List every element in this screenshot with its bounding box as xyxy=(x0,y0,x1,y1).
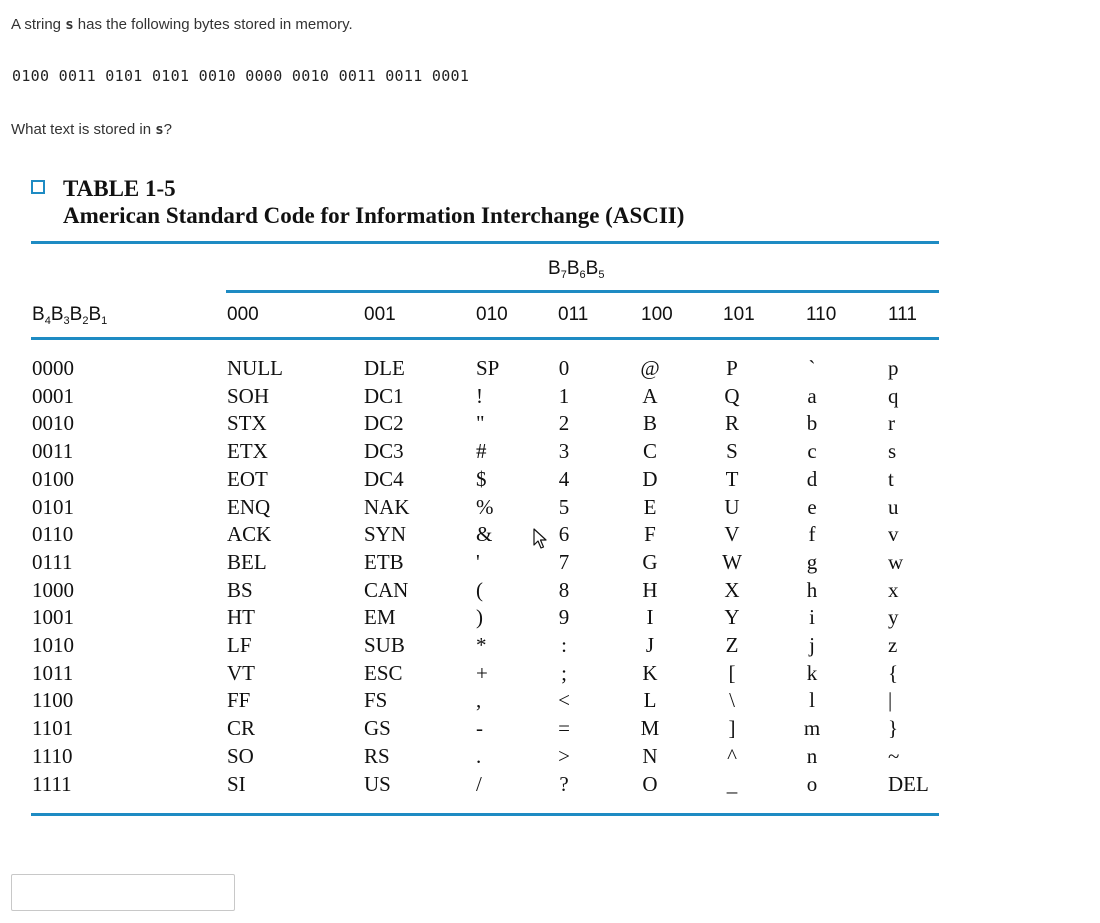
table-cell: A xyxy=(642,383,658,408)
table-cell: 4 xyxy=(558,466,570,491)
table-cell: 6 xyxy=(558,522,570,547)
table-cell: SUB xyxy=(364,633,405,657)
table-cell: I xyxy=(646,605,654,630)
table-cell: l xyxy=(809,688,815,713)
table-cell: SI xyxy=(227,771,246,796)
row-code: 0011 xyxy=(32,439,74,464)
table-cell: DC1 xyxy=(364,383,404,408)
table-cell: U xyxy=(724,494,740,519)
row-code: 1000 xyxy=(32,577,74,602)
table-cell: RS xyxy=(364,743,390,768)
table-cell: DC4 xyxy=(364,466,404,491)
table-cell: ` xyxy=(808,356,816,380)
table-cell: E xyxy=(643,494,657,519)
table-cell: # xyxy=(476,439,487,464)
column-header: 100 xyxy=(641,304,673,325)
table-cell: x xyxy=(888,577,899,602)
table-cell: ESC xyxy=(364,660,403,685)
question-prompt: What text is stored in s? xyxy=(11,121,173,138)
table-cell: ) xyxy=(476,605,483,630)
row-code: 1100 xyxy=(32,688,74,713)
mouse-pointer-icon xyxy=(533,528,547,550)
column-header: 001 xyxy=(364,304,396,325)
table-cell: * xyxy=(476,633,487,657)
table-cell: F xyxy=(644,522,656,547)
table-cell: CAN xyxy=(364,577,409,602)
table-cell: : xyxy=(561,633,567,657)
square-outline-icon xyxy=(31,180,45,194)
row-code: 0111 xyxy=(32,549,73,574)
column-header: 101 xyxy=(723,304,755,325)
table-cell: US xyxy=(364,771,391,796)
table-cell: h xyxy=(806,577,818,602)
table-rule-column-group xyxy=(226,290,939,293)
table-cell: z xyxy=(888,633,898,657)
table-cell: R xyxy=(724,411,740,436)
table-cell: g xyxy=(806,549,818,574)
table-cell: FS xyxy=(364,688,388,713)
table-cell: GS xyxy=(364,716,391,741)
table-cell: 5 xyxy=(558,494,570,519)
table-cell: 1 xyxy=(558,383,570,408)
table-cell: O xyxy=(642,771,658,796)
table-cell: - xyxy=(476,716,483,741)
table-cell: _ xyxy=(726,771,738,796)
table-cell: S xyxy=(726,439,738,464)
table-cell: ( xyxy=(476,577,483,602)
table-title: American Standard Code for Information Interchange (ASCII) xyxy=(63,203,685,228)
table-cell: Q xyxy=(724,383,740,408)
table-cell: " xyxy=(476,411,485,436)
variable-name: s xyxy=(65,17,74,33)
column-header: 010 xyxy=(476,304,508,325)
table-cell: BS xyxy=(227,577,253,602)
table-cell: D xyxy=(642,466,658,491)
column-header: 111 xyxy=(888,304,917,325)
table-cell: @ xyxy=(640,356,660,380)
table-cell: / xyxy=(476,771,482,796)
table-cell: 7 xyxy=(558,549,570,574)
table-cell: BEL xyxy=(227,549,267,574)
table-cell: NULL xyxy=(227,356,283,380)
row-code: 0010 xyxy=(32,411,74,436)
table-cell: SP xyxy=(476,356,500,380)
row-code: 0100 xyxy=(32,466,74,491)
variable-name: s xyxy=(155,122,164,138)
table-cell: G xyxy=(642,549,658,574)
column-header: 110 xyxy=(806,304,837,325)
table-cell: & xyxy=(476,522,493,547)
table-cell: LF xyxy=(227,633,252,657)
table-cell: CR xyxy=(227,716,256,741)
table-cell: 8 xyxy=(558,577,570,602)
table-cell: [ xyxy=(728,660,736,685)
table-cell: T xyxy=(725,466,739,491)
table-cell: ETX xyxy=(227,439,268,464)
table-cell: K xyxy=(642,660,658,685)
table-cell: ENQ xyxy=(227,494,271,519)
column-header: 000 xyxy=(227,304,259,325)
row-code: 1010 xyxy=(32,633,74,657)
table-cell: j xyxy=(809,633,815,657)
row-code: 1110 xyxy=(32,743,73,768)
table-cell: STX xyxy=(227,411,267,436)
table-cell: n xyxy=(806,743,818,768)
table-cell: ETB xyxy=(364,549,404,574)
row-code: 0001 xyxy=(32,383,74,408)
table-cell: | xyxy=(888,688,893,713)
row-code: 0110 xyxy=(32,522,74,547)
table-cell: e xyxy=(807,494,817,519)
table-cell: f xyxy=(808,522,816,547)
table-cell: J xyxy=(645,633,655,657)
answer-input[interactable] xyxy=(11,874,235,911)
table-cell: NAK xyxy=(364,494,410,519)
table-cell: b xyxy=(806,411,818,436)
table-cell: W xyxy=(722,549,742,574)
table-cell: V xyxy=(724,522,740,547)
row-code: 1111 xyxy=(32,771,72,796)
table-cell: } xyxy=(888,716,899,741)
table-cell: . xyxy=(476,743,482,768)
row-code: 1001 xyxy=(32,605,74,630)
table-cell: HT xyxy=(227,605,255,630)
table-cell: M xyxy=(640,716,660,741)
column-header: 011 xyxy=(558,304,589,325)
table-rule-top xyxy=(31,241,939,244)
question-intro: A string s has the following bytes stored in memory. xyxy=(11,16,353,33)
table-cell: 0 xyxy=(558,356,570,380)
table-cell: p xyxy=(888,356,899,380)
table-cell: m xyxy=(803,716,821,741)
column-group-label: $B_7B_6B_5$ xyxy=(548,258,605,281)
table-cell: t xyxy=(888,466,894,491)
table-cell: c xyxy=(807,439,817,464)
table-cell: r xyxy=(888,411,895,436)
table-cell: H xyxy=(642,577,658,602)
table-cell: ^ xyxy=(727,743,737,768)
table-cell: d xyxy=(806,466,818,491)
table-cell: EOT xyxy=(227,466,268,491)
table-cell: = xyxy=(558,716,570,741)
table-cell: v xyxy=(888,522,899,547)
row-code: 1011 xyxy=(32,660,74,685)
table-rule-header xyxy=(31,337,939,340)
table-cell: ? xyxy=(559,771,569,796)
table-cell: o xyxy=(806,771,818,796)
table-cell: a xyxy=(807,383,817,408)
row-code: 1101 xyxy=(32,716,74,741)
table-cell: ! xyxy=(476,383,483,408)
table-cell: \ xyxy=(729,688,735,713)
table-cell: { xyxy=(888,660,899,685)
row-code: 0000 xyxy=(32,356,74,380)
table-cell: SOH xyxy=(227,383,270,408)
table-cell: VT xyxy=(227,660,255,685)
table-cell: k xyxy=(806,660,818,685)
table-cell: w xyxy=(888,549,904,574)
table-cell: P xyxy=(726,356,738,380)
table-cell: s xyxy=(888,439,897,464)
table-cell: $ xyxy=(476,466,487,491)
table-cell: L xyxy=(643,688,657,713)
row-group-label: $B_4B_3B_2B_1$ xyxy=(32,304,108,327)
table-cell: > xyxy=(558,743,570,768)
table-cell: q xyxy=(888,383,899,408)
table-cell: + xyxy=(476,660,488,685)
table-cell: FF xyxy=(227,688,251,713)
table-cell: y xyxy=(888,605,899,630)
table-cell: Y xyxy=(724,605,740,630)
byte-sequence: 0100 0011 0101 0101 0010 0000 0010 0011 0011 0001 xyxy=(12,67,470,85)
table-cell: SO xyxy=(227,743,254,768)
row-code: 0101 xyxy=(32,494,74,519)
table-cell: , xyxy=(476,688,482,713)
table-cell: EM xyxy=(364,605,396,630)
table-cell: DLE xyxy=(364,356,405,380)
table-cell: DEL xyxy=(888,771,929,796)
table-cell: DC3 xyxy=(364,439,404,464)
table-rule-bottom xyxy=(31,813,939,816)
table-cell: 3 xyxy=(558,439,570,464)
table-number: TABLE 1-5 xyxy=(63,176,176,201)
table-cell: % xyxy=(476,494,494,519)
table-cell: u xyxy=(888,494,899,519)
table-cell: N xyxy=(642,743,658,768)
table-cell: 9 xyxy=(558,605,570,630)
table-cell: DC2 xyxy=(364,411,404,436)
table-cell: Z xyxy=(725,633,739,657)
table-cell: X xyxy=(724,577,740,602)
table-cell: i xyxy=(809,605,815,630)
table-cell: ACK xyxy=(227,522,272,547)
table-cell: ] xyxy=(728,716,736,741)
table-cell: ' xyxy=(476,549,480,574)
table-cell: 2 xyxy=(558,411,570,436)
table-cell: < xyxy=(558,688,570,713)
table-cell: ; xyxy=(561,660,567,685)
table-cell: ~ xyxy=(888,743,900,768)
table-cell: B xyxy=(642,411,658,436)
table-cell: C xyxy=(642,439,658,464)
table-cell: SYN xyxy=(364,522,407,547)
